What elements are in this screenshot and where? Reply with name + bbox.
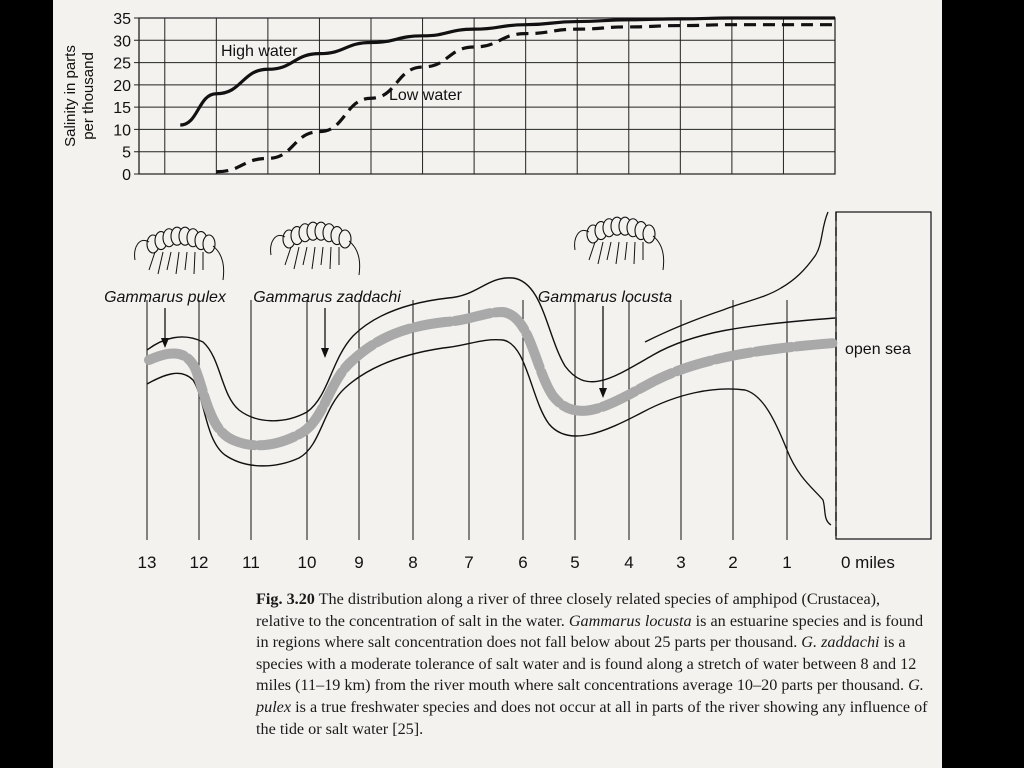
y-tick-label: 20 [113, 77, 131, 95]
open-sea-label: open sea [845, 341, 911, 358]
river-bank-north [147, 278, 835, 421]
mile-grid-lines [147, 300, 787, 540]
amphipod-segment [339, 230, 351, 248]
series-label-low-water: Low water [389, 87, 462, 104]
figure-page [53, 0, 942, 768]
amphipod-leg [616, 242, 619, 264]
coastline [645, 212, 828, 342]
species-markers [104, 217, 672, 398]
mile-label: 11 [242, 553, 260, 572]
river-diagram [104, 212, 931, 572]
figure-number: Fig. 3.20 [256, 590, 315, 608]
y-tick-label: 0 [122, 167, 131, 184]
series-line-high-water [180, 18, 835, 125]
amphipod-segment [643, 225, 655, 243]
amphipod-icon [575, 217, 664, 270]
species-label: Gammarus locusta [537, 289, 673, 306]
amphipod-tail [653, 236, 664, 270]
amphipod-leg [321, 247, 323, 265]
amphipod-leg [294, 247, 299, 269]
amphipod-tail [349, 241, 360, 275]
y-axis-label-line-2: per thousand [80, 52, 97, 140]
series-label-high-water: High water [221, 43, 298, 60]
amphipod-leg [176, 252, 179, 274]
amphipod-leg [330, 247, 331, 269]
amphipod-tail [213, 246, 224, 280]
amphipod-leg [607, 242, 611, 260]
amphipod-leg [598, 242, 603, 264]
mile-label: 3 [676, 553, 686, 572]
amphipod-segment [203, 235, 215, 253]
y-axis-label: Salinity in parts [62, 45, 79, 147]
mile-label: 0 miles [841, 553, 895, 572]
coastline-south [745, 390, 831, 525]
mile-label: 12 [189, 553, 209, 572]
mile-label: 4 [624, 553, 634, 572]
amphipod-leg [167, 252, 171, 270]
amphipod-icon [135, 227, 224, 280]
amphipod-leg [194, 252, 195, 274]
salinity-band [149, 312, 835, 445]
y-tick-label: 5 [122, 144, 131, 162]
amphipod-leg [303, 247, 307, 265]
river-bank-south [147, 340, 745, 466]
species-label: Gammarus zaddachi [253, 289, 401, 306]
chart-y-ticks [113, 11, 131, 184]
amphipod-leg [185, 252, 187, 270]
amphipod-leg [634, 242, 635, 264]
mile-label: 7 [464, 553, 474, 572]
mile-label: 9 [354, 553, 364, 572]
amphipod-leg [312, 247, 315, 269]
species-arrow-head [599, 388, 607, 398]
species-arrow-head [161, 338, 169, 348]
mile-labels [138, 553, 895, 572]
figure-caption [256, 589, 932, 740]
amphipod-leg [589, 242, 595, 260]
mile-label: 5 [570, 553, 580, 572]
y-tick-label: 10 [113, 122, 131, 140]
mile-label: 1 [782, 553, 792, 572]
salinity-chart [62, 11, 835, 184]
mile-label: 6 [518, 553, 528, 572]
mile-label: 10 [297, 553, 317, 572]
y-tick-label: 15 [113, 100, 131, 118]
mile-label: 8 [408, 553, 418, 572]
amphipod-icon [271, 222, 360, 275]
species-label: Gammarus pulex [104, 289, 226, 306]
y-tick-label: 35 [113, 11, 131, 28]
open-sea-box [836, 212, 931, 539]
amphipod-leg [625, 242, 627, 260]
amphipod-leg [158, 252, 163, 274]
chart-series [180, 18, 835, 172]
amphipod-leg [149, 252, 155, 270]
y-tick-label: 25 [113, 55, 131, 73]
mile-label: 2 [728, 553, 738, 572]
mile-label: 13 [137, 553, 157, 572]
y-tick-label: 30 [113, 33, 131, 51]
chart-frame [139, 18, 835, 174]
chart-grid [134, 18, 835, 174]
caption-text: The distribution along a river of three closely related species of amphipod (Crustacea), relative to the concentration of salt in the water. Gammarus locusta is an estuarine species and is found in regions where salt concentration does not fall below about 25 parts per thousand. G. zaddachi is a species with a moderate tolerance of salt water and is found along a stretch of water between 8 and 12 miles (11–19 km) from the river mouth where salt concentrations average 10–20 parts per thousand. G. pulex is a true freshwater species and does not occur at all in parts of the river showing any influence of the tide or salt water [25]. [256, 590, 928, 738]
amphipod-leg [285, 247, 291, 265]
species-arrow-head [321, 348, 329, 358]
